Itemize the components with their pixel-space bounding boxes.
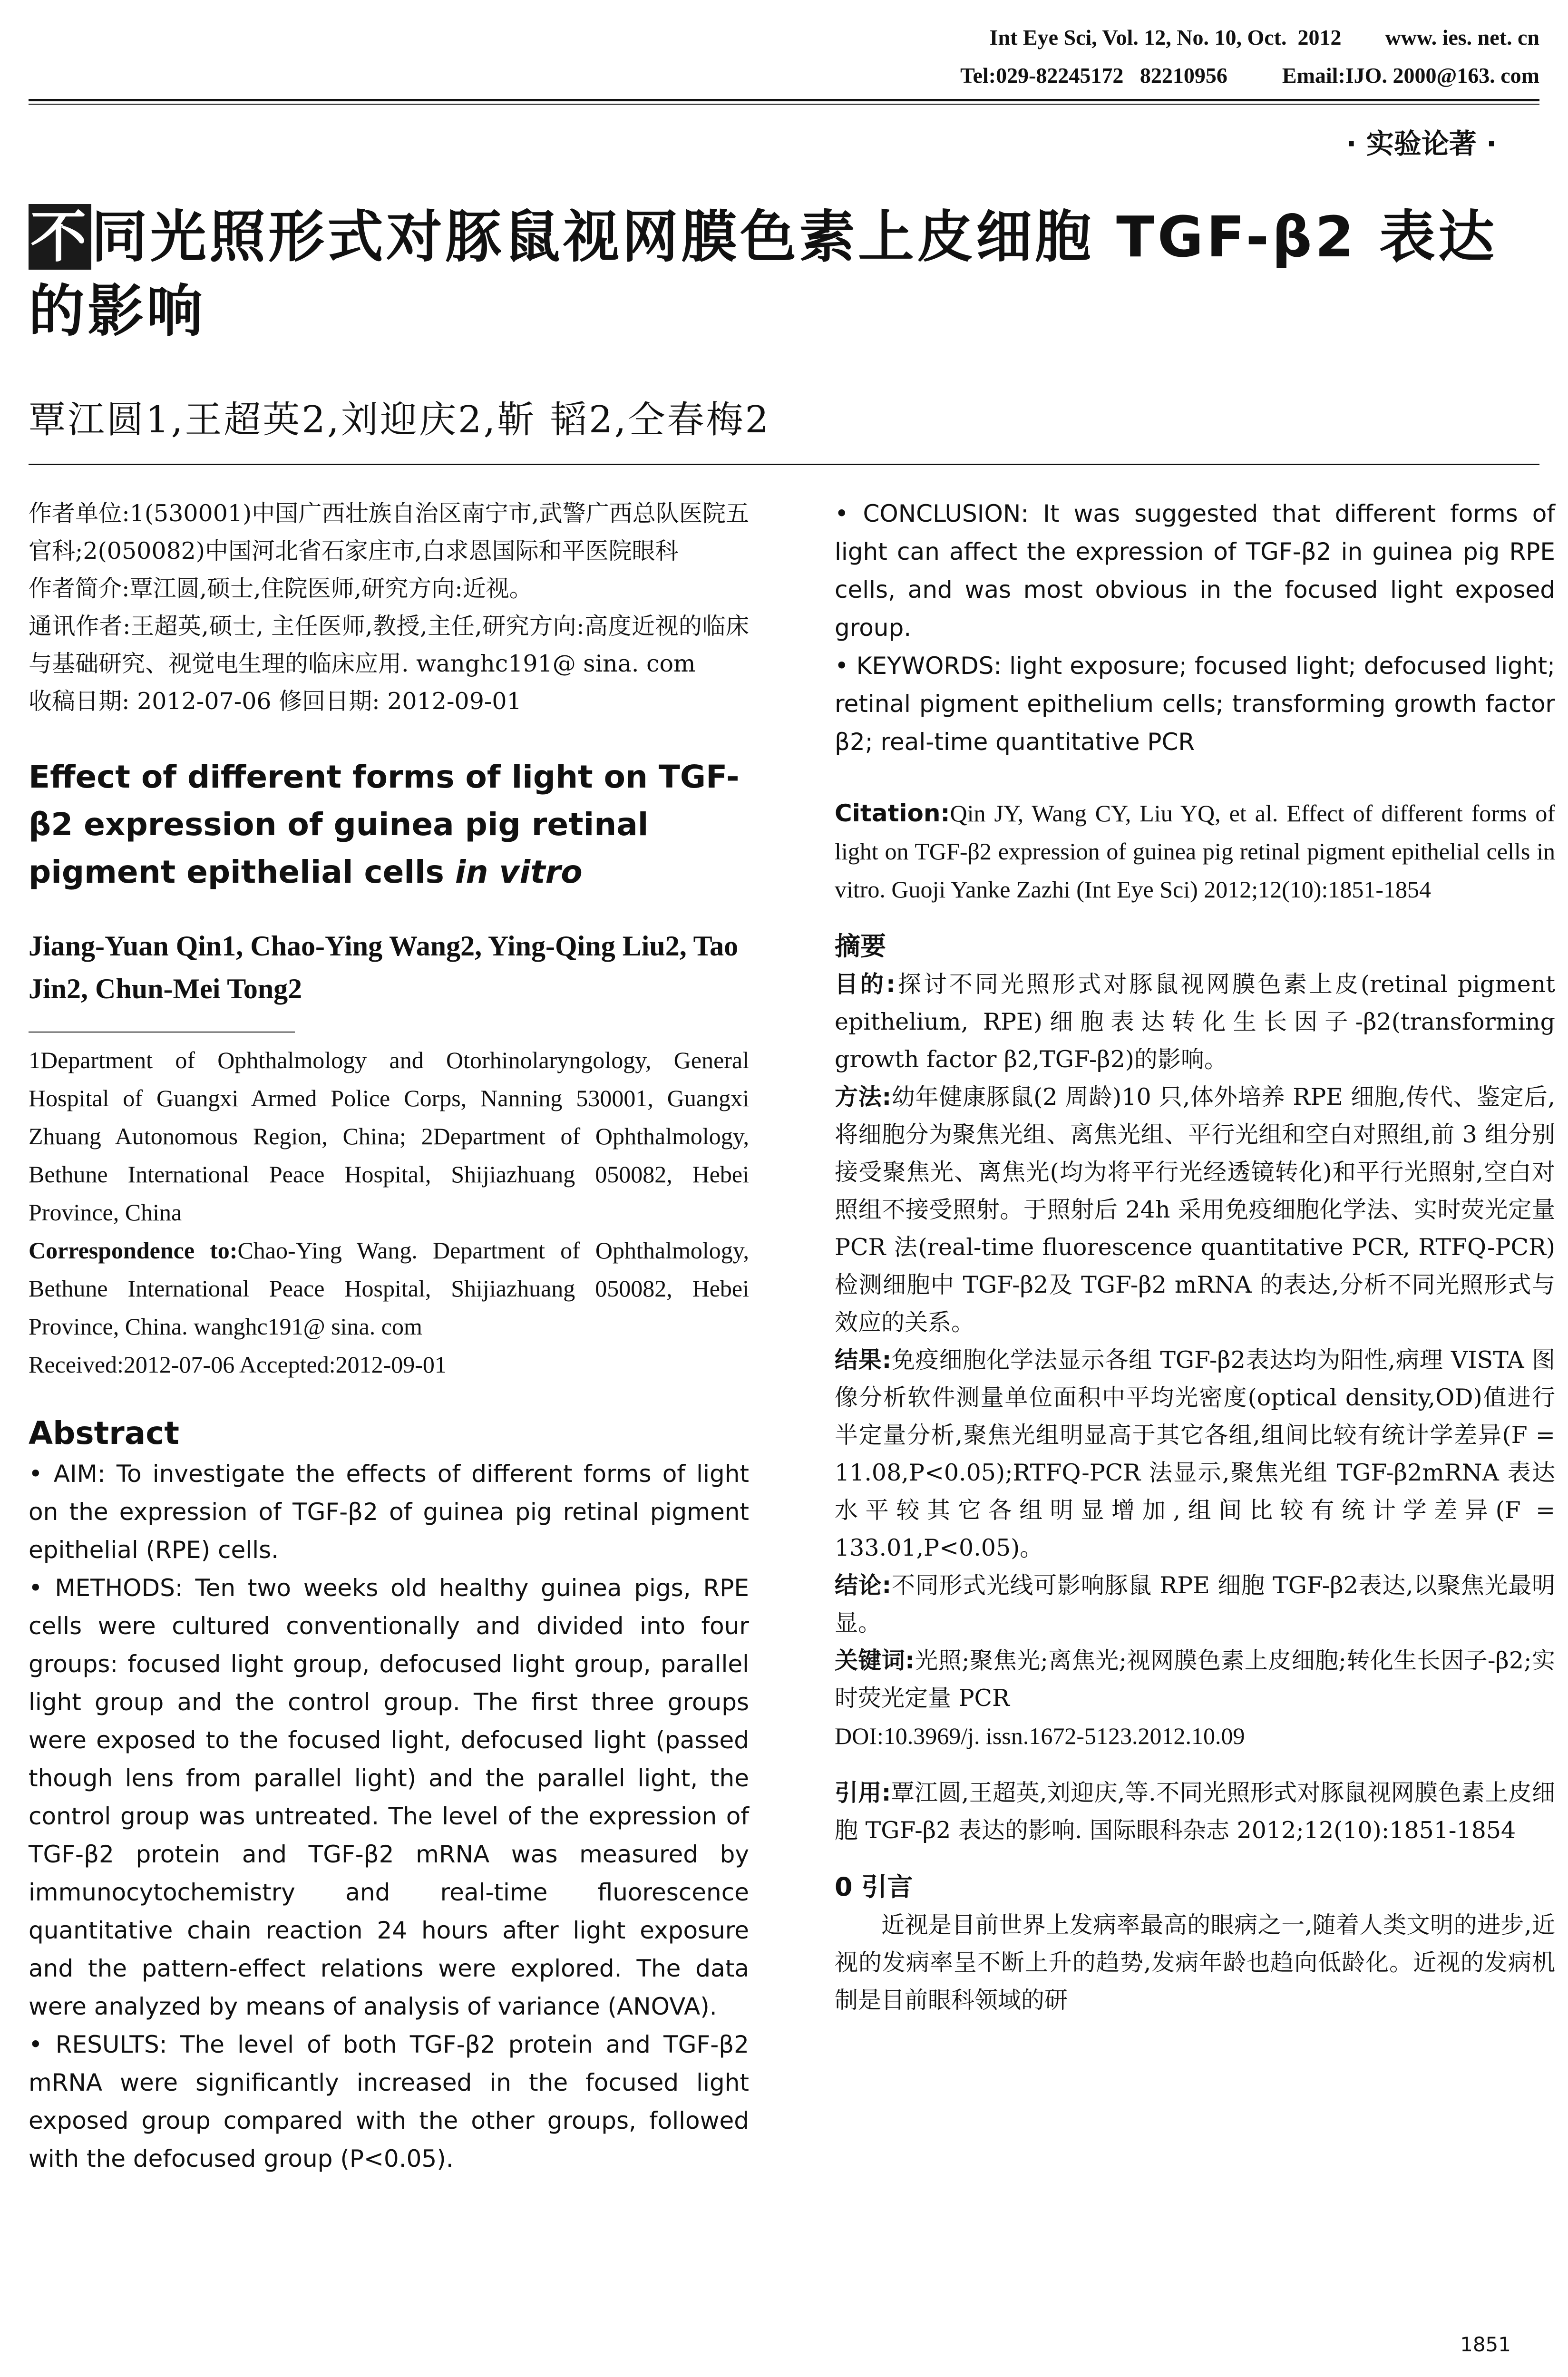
cn-methods-text: 幼年健康豚鼠(2 周龄)10 只,体外培养 RPE 细胞,传代、鉴定后,将细胞分为聚焦光组、离焦光组、平行光组和空白对照组,前 3 组分别接受聚焦光、离焦光(均为将平行光经透镜转化)和平行光照射,空白对照组不接受照射。于照射后 24h 采用免疫细胞化学法、实时荧光定量 PCR 法(real-time fluorescence quantitative PCR, RTFQ-PCR)检测细胞中 TGF-β2及 TGF-β2 mRNA 的表达,分析不同光照形式与效应的关系。 xyxy=(835,1083,1555,1336)
cn-keywords-text: 光照;聚焦光;离焦光;视网膜色素上皮细胞;转化生长因子-β2;实时荧光定量 PCR xyxy=(835,1647,1555,1712)
title-drop-char: 不 xyxy=(29,204,91,270)
abstract-aim: • AIM: To investigate the effects of different forms of light on the expression of TGF-β2 of guinea pig retinal pigment epithelial (RPE) cells. xyxy=(29,1460,749,1564)
header-rule-thin xyxy=(29,104,1539,105)
authors-chinese: 覃江圆1,王超英2,刘迎庆2,靳 韬2,仝春梅2 xyxy=(29,399,771,441)
correspondence-label: Correspondence to: xyxy=(29,1237,238,1264)
chinese-abstract-heading: 摘要 xyxy=(835,931,886,961)
cn-results-label: 结果: xyxy=(835,1346,892,1374)
cn-citation-text: 覃江圆,王超英,刘迎庆,等.不同光照形式对豚鼠视网膜色素上皮细胞 TGF-β2 表达的影响. 国际眼科杂志 2012;12(10):1851-1854 xyxy=(835,1779,1555,1844)
cn-conclusion-label: 结论: xyxy=(835,1572,892,1599)
citation-text: Qin JY, Wang CY, Liu YQ, et al. Effect of different forms of light on TGF-β2 expression of guinea pig retinal pigment epithelial cells in vitro. Guoji Yanke Zazhi (Int Eye Sci) 2012;12(10):1851-1854 xyxy=(835,800,1555,903)
section-tag: · 实验论著 · xyxy=(1346,127,1497,160)
cn-results xyxy=(835,1341,1555,1567)
intro-heading: 0 引言 xyxy=(835,1872,913,1902)
cn-methods-label: 方法: xyxy=(835,1083,892,1111)
intro-paragraph: 近视是目前世界上发病率最高的眼病之一,随着人类文明的进步,近视的发病率呈不断上升的趋势,发病年龄也趋向低龄化。近视的发病机制是目前眼科领域的研 xyxy=(835,1911,1555,2014)
english-title-main: Effect of different forms of light on TGF-β2 expression of guinea pig retinal pigment epithelial cells xyxy=(29,759,740,890)
affiliation-rule xyxy=(29,1032,295,1033)
author-unit: 作者单位:1(530001)中国广西壮族自治区南宁市,武警广西总队医院五官科;2(050082)中国河北省石家庄市,白求恩国际和平医院眼科 xyxy=(29,500,749,565)
cn-aim-text: 探讨不同光照形式对豚鼠视网膜色素上皮(retinal pigment epithelium, RPE)细胞表达转化生长因子-β2(transforming growth factor β2,TGF-β2)的影响。 xyxy=(835,971,1555,1073)
cn-aim xyxy=(835,965,1555,1078)
header-rule xyxy=(29,99,1539,101)
abstract-keywords: • KEYWORDS: light exposure; focused light; defocused light; retinal pigment epithelium cells; transforming growth factor β2; real-time quantitative PCR xyxy=(835,652,1555,756)
cn-keywords xyxy=(835,1642,1555,1717)
received-dates-en: Received:2012-07-06 Accepted:2012-09-01 xyxy=(29,1351,447,1378)
cn-results-text: 免疫细胞化学法显示各组 TGF-β2表达均为阳性,病理 VISTA 图像分析软件测量单位面积中平均光密度(optical density,OD)值进行半定量分析,聚焦光组明显高于其它各组,组间比较有统计学差异(F = 11.08,P<0.05);RTFQ-PCR 法显示,聚焦光组 TGF-β2mRNA 表达水平较其它各组明显增加,组间比较有统计学差异(F = 133.01,P<0.05)。 xyxy=(835,1346,1555,1561)
cn-citation-label: 引用: xyxy=(835,1779,891,1806)
english-authors: Jiang-Yuan Qin1, Chao-Ying Wang2, Ying-Qing Liu2, Tao Jin2, Chun-Mei Tong2 xyxy=(29,930,739,1004)
correspondence-text: Chao-Ying Wang. Department of Ophthalmology, Bethune International Peace Hospital, Shijiazhuang 050082, Hebei Province, China. wanghc191@ sina. com xyxy=(29,1237,749,1340)
citation-label: Citation: xyxy=(835,799,950,827)
corresponding-author: 通讯作者:王超英,硕士, 主任医师,教授,主任,研究方向:高度近视的临床与基础研究、视觉电生理的临床应用. wanghc191@ sina. com xyxy=(29,613,749,677)
journal-header-line2: Tel:029-82245172 82210956 Email:IJO. 2000@163. com xyxy=(960,63,1539,88)
right-column xyxy=(835,495,1555,2019)
cn-conclusion xyxy=(835,1567,1555,1642)
abstract-conclusion: • CONCLUSION: It was suggested that different forms of light can affect the expression of TGF-β2 in guinea pig RPE cells, and was most obvious in the focused light exposed group. xyxy=(835,500,1555,642)
cn-methods xyxy=(835,1078,1555,1341)
cn-citation xyxy=(835,1774,1555,1849)
left-column xyxy=(29,495,749,2178)
english-title xyxy=(29,753,749,896)
author-bio: 作者简介:覃江圆,硕士,住院医师,研究方向:近视。 xyxy=(29,575,533,602)
cn-keywords-label: 关键词: xyxy=(835,1647,915,1674)
correspondence xyxy=(29,1231,749,1345)
affiliation: 1Department of Ophthalmology and Otorhinolaryngology, General Hospital of Guangxi Armed Police Corps, Nanning 530001, Guangxi Zhuang Autonomous Region, China; 2Department of Ophthalmology, Bethune International Peace Hospital, Shijiazhuang 050082, Hebei Province, China xyxy=(29,1047,749,1226)
english-title-italic: in vitro xyxy=(455,854,583,890)
doi: DOI:10.3969/j. issn.1672-5123.2012.10.09 xyxy=(835,1723,1245,1749)
author-rule xyxy=(29,464,1539,465)
title-text: 同光照形式对豚鼠视网膜色素上皮细胞 TGF-β2 表达的影响 xyxy=(29,204,1498,344)
received-dates-cn: 收稿日期: 2012-07-06 修回日期: 2012-09-01 xyxy=(29,688,522,715)
page-number: 1851 xyxy=(1460,2333,1511,2356)
paper-title xyxy=(29,200,1541,348)
abstract-heading: Abstract xyxy=(29,1415,179,1452)
cn-conclusion-text: 不同形式光线可影响豚鼠 RPE 细胞 TGF-β2表达,以聚焦光最明显。 xyxy=(835,1572,1555,1637)
abstract-methods: • METHODS: Ten two weeks old healthy guinea pigs, RPE cells were cultured conventionally and divided into four groups: focused light group, defocused light group, parallel light group and the control group. The first three groups were exposed to the focused light, defocused light (passed though lens from parallel light) and the parallel light, the control group was untreated. The level of the expression of TGF-β2 protein and TGF-β2 mRNA was measured by immunocytochemistry and real-time fluorescence quantitative chain reaction 24 hours after light exposure and the pattern-effect relations were explored. The data were analyzed by means of analysis of variance (ANOVA). xyxy=(29,1574,749,2020)
citation xyxy=(835,794,1555,908)
abstract-results: • RESULTS: The level of both TGF-β2 protein and TGF-β2 mRNA were significantly increased in the focused light exposed group compared with the other groups, followed with the defocused group (P<0.05). xyxy=(29,2031,749,2172)
journal-header-line1: Int Eye Sci, Vol. 12, No. 10, Oct. 2012 www. ies. net. cn xyxy=(989,25,1539,49)
cn-aim-label: 目的: xyxy=(835,971,896,998)
